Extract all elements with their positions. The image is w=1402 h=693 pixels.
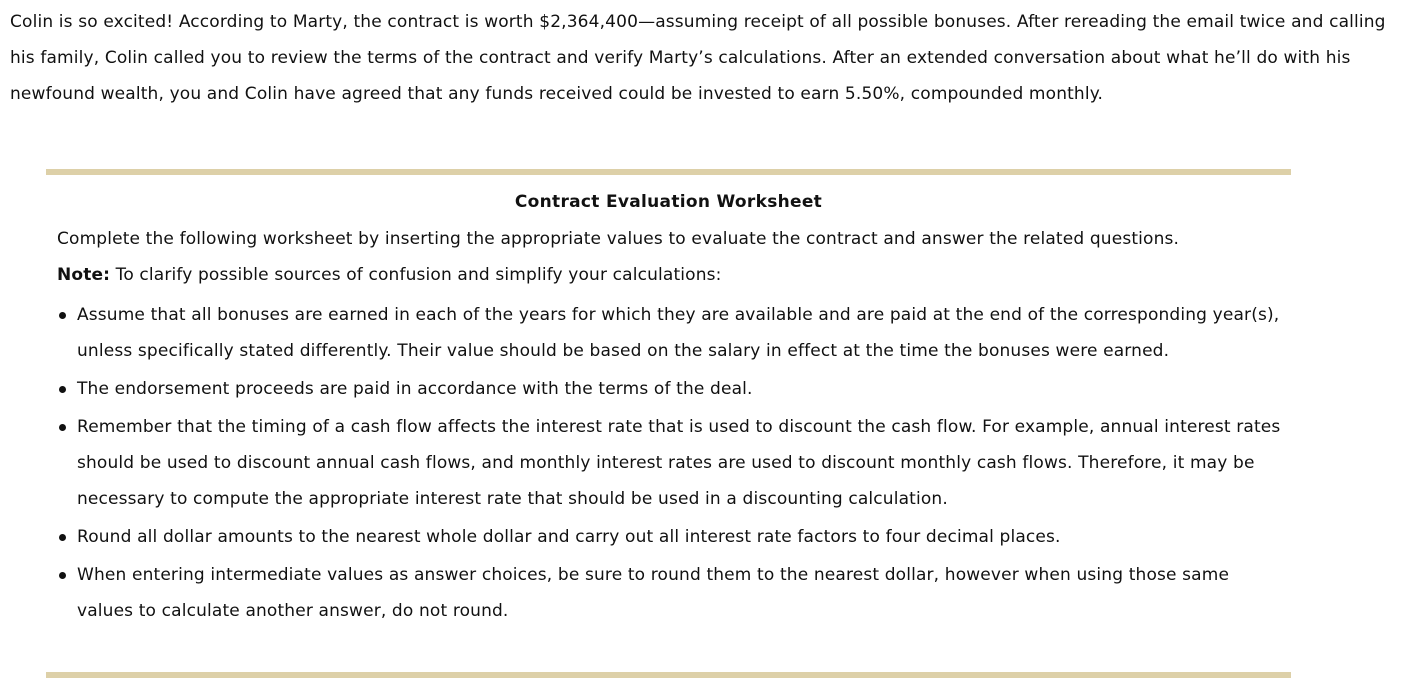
bullet-icon: [59, 312, 66, 319]
list-item-text: Assume that all bonuses are earned in each of the years for which they are available and are paid at the end of the corresponding year(s), unless specifically stated differently. Their value should be based on the salary in effect at the time the bonuses were earned.: [77, 305, 1280, 361]
worksheet-bottom-rule: [46, 672, 1291, 678]
worksheet-title: Contract Evaluation Worksheet: [514, 192, 823, 212]
list-item: [57, 557, 1287, 629]
intro-paragraph: Colin is so excited! According to Marty, the contract is worth $2,364,400—assuming receipt of all possible bonuses. After rereading the email twice and calling his family, Colin called you to review the terms of the contract and verify Marty’s calculations. After an extended conversation about what he’ll do with his newfound wealth, you and Colin have agreed that any funds received could be invested to earn 5.50%, compounded monthly.: [10, 12, 1386, 104]
list-item-text: The endorsement proceeds are paid in accordance with the terms of the deal.: [77, 379, 753, 399]
list-item: [57, 409, 1287, 517]
worksheet-note: [57, 261, 722, 289]
bullet-icon: [59, 572, 66, 579]
worksheet-top-rule: [46, 169, 1291, 175]
list-item: [57, 371, 1287, 407]
note-text: To clarify possible sources of confusion and simplify your calculations:: [110, 265, 722, 285]
list-item-text: Remember that the timing of a cash flow affects the interest rate that is used to discount the cash flow. For example, annual interest rates should be used to discount annual cash flows, and monthly interest rates are used to discount monthly cash flows. Therefore, it may be necessary to compute the appropriate interest rate that should be used in a discounting calculation.: [77, 417, 1281, 509]
list-item: [57, 297, 1287, 369]
list-item-text: When entering intermediate values as answer choices, be sure to round them to the nearest dollar, however when using those same values to calculate another answer, do not round.: [77, 565, 1230, 621]
worksheet-instructions: Complete the following worksheet by inserting the appropriate values to evaluate the contract and answer the related questions.: [57, 229, 1180, 249]
bullet-icon: [59, 386, 66, 393]
list-item-text: Round all dollar amounts to the nearest whole dollar and carry out all interest rate factors to four decimal places.: [77, 527, 1061, 547]
note-label: Note:: [57, 265, 111, 285]
bullet-icon: [59, 424, 66, 431]
bullet-icon: [59, 534, 66, 541]
assumptions-list: [57, 297, 1287, 631]
contract-evaluation-worksheet: [46, 169, 1291, 621]
list-item: [57, 519, 1287, 555]
